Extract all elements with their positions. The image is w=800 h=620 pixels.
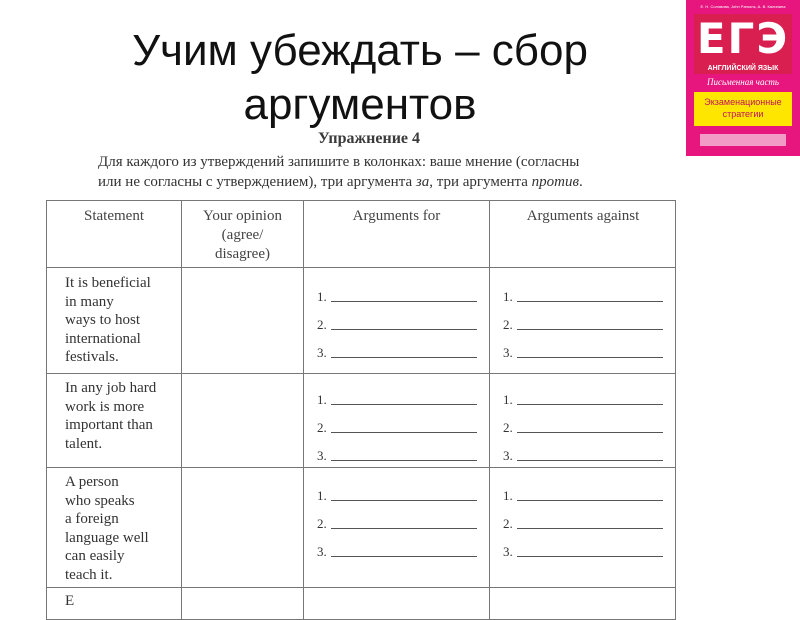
answer-blank [517, 432, 663, 433]
answer-blank [331, 556, 477, 557]
argument-number: 1. [317, 392, 327, 407]
argument-against-line [503, 448, 663, 464]
book-logo: ЕГЭ [694, 14, 792, 64]
answer-blank [331, 460, 477, 461]
book-footer-strip [700, 134, 786, 146]
argument-for-line [317, 289, 477, 305]
instruction-text: . [579, 174, 583, 190]
column-divider [489, 201, 490, 619]
argument-against-line [503, 392, 663, 408]
header-statement: Statement [84, 208, 144, 224]
argument-for-line [317, 544, 477, 560]
arguments-table [46, 200, 676, 620]
answer-blank [331, 357, 477, 358]
answer-blank [331, 432, 477, 433]
exercise-title: Упражнение 4 [318, 130, 421, 147]
instruction-text: , три аргумента [429, 174, 532, 190]
header-arguments-for: Arguments for [352, 208, 441, 224]
argument-against-line [503, 420, 663, 436]
row-divider [47, 467, 675, 468]
answer-blank [331, 329, 477, 330]
book-part: Письменная часть [706, 77, 780, 87]
header-arguments-against: Arguments against [526, 208, 640, 224]
header-opinion: Your opinion (agree/ disagree) [203, 208, 282, 262]
argument-against-line [503, 345, 663, 361]
answer-blank [517, 556, 663, 557]
book-authors: Е. Н. Соловова, John Parsons, А. В. Калинина [700, 4, 786, 9]
argument-for-line [317, 317, 477, 333]
answer-blank [331, 404, 477, 405]
answer-blank [331, 528, 477, 529]
argument-number: 2. [503, 420, 513, 435]
argument-number: 1. [317, 488, 327, 503]
answer-blank [517, 460, 663, 461]
argument-number: 1. [503, 289, 513, 304]
argument-for-line [317, 516, 477, 532]
answer-blank [517, 404, 663, 405]
textbook-cover-image [686, 0, 800, 156]
argument-number: 1. [503, 392, 513, 407]
statement-3: A person who speaks a foreign language well can easily teach it. [65, 474, 149, 583]
argument-against-line [503, 317, 663, 333]
argument-number: 3. [503, 448, 513, 463]
argument-against-line [503, 488, 663, 504]
argument-number: 2. [503, 516, 513, 531]
argument-for-line [317, 488, 477, 504]
answer-blank [331, 500, 477, 501]
instruction-line-1: Для каждого из утверждений запишите в колонках: ваше мнение (согласны [98, 154, 580, 170]
argument-for-line [317, 448, 477, 464]
argument-number: 3. [317, 345, 327, 360]
argument-against-line [503, 544, 663, 560]
argument-number: 1. [503, 488, 513, 503]
answer-blank [517, 329, 663, 330]
argument-against-line [503, 516, 663, 532]
argument-number: 1. [317, 289, 327, 304]
header-divider [47, 267, 675, 268]
argument-for-line [317, 345, 477, 361]
answer-blank [517, 301, 663, 302]
argument-number: 3. [317, 448, 327, 463]
answer-blank [517, 528, 663, 529]
column-divider [303, 201, 304, 619]
answer-blank [331, 301, 477, 302]
answer-blank [517, 357, 663, 358]
argument-number: 2. [317, 516, 327, 531]
answer-blank [517, 500, 663, 501]
argument-for-line [317, 420, 477, 436]
slide-title: Учим убеждать – сбор аргументов [132, 26, 588, 129]
instruction-emphasis-for: за [415, 174, 430, 190]
argument-number: 3. [503, 544, 513, 559]
instruction-line-2 [98, 172, 668, 192]
instruction-text: или не согласны с утверждением), три аргумента [98, 174, 416, 190]
argument-number: 2. [317, 317, 327, 332]
row-divider [47, 373, 675, 374]
book-badge: Экзаменационные стратегии [694, 92, 792, 126]
statement-1: It is beneficial in many ways to host international festivals. [65, 275, 151, 365]
row-divider [47, 587, 675, 588]
argument-for-line [317, 392, 477, 408]
exercise-instruction [98, 152, 668, 192]
statement-4: E [65, 593, 75, 609]
statement-2: In any job hard work is more important than talent. [65, 380, 157, 452]
book-subject: АНГЛИЙСКИЙ ЯЗЫК [694, 64, 792, 74]
argument-against-line [503, 289, 663, 305]
instruction-emphasis-against: против [531, 174, 580, 190]
argument-number: 3. [503, 345, 513, 360]
argument-number: 2. [503, 317, 513, 332]
argument-number: 3. [317, 544, 327, 559]
argument-number: 2. [317, 420, 327, 435]
